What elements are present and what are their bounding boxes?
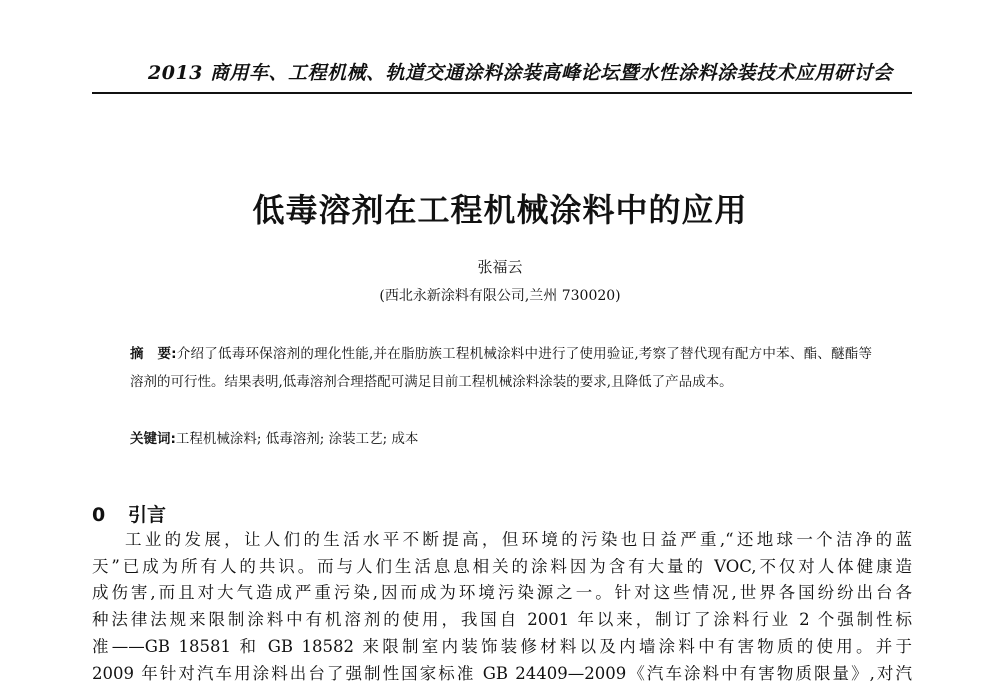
section-heading (92, 500, 166, 527)
abstract (130, 340, 872, 396)
paper-title: 低毒溶剂在工程机械涂料中的应用 (252, 191, 748, 229)
keywords-label: 关键词: (130, 431, 176, 447)
abstract-label: 摘 要: (130, 346, 177, 362)
body-line: 准——GB 18581 和 GB 18582 来限制室内装饰装修材料以及内墙涂料中有害物质的使用。并于 (92, 636, 912, 656)
author-affiliation: (西北永新涂料有限公司,兰州 730020) (379, 288, 621, 304)
body-line: 2009 年针对汽车用涂料出台了强制性国家标准 GB 24409—2009《汽车涂料中有害物质限量》,对汽 (92, 663, 912, 683)
section-number: 0 (92, 504, 106, 526)
body-line: 工业的发展，让人们的生活水平不断提高，但环境的污染也日益严重,“还地球一个洁净的蓝 (125, 530, 912, 549)
keywords (130, 427, 872, 447)
header-rule (92, 92, 912, 94)
body-line: 成伤害,而且对大气造成严重污染,因而成为环境污染源之一。针对这些情况,世界各国纷纷出台各 (92, 583, 912, 603)
author-name: 张福云 (477, 258, 523, 276)
body-line: 天”已成为所有人的共识。而与人们生活息息相关的涂料因为含有大量的 VOC,不仅对人体健康造 (92, 556, 912, 576)
abstract-text: 介绍了低毒环保溶剂的理化性能,并在脂肪族工程机械涂料中进行了使用验证,考察了替代现有配方中苯、酯、醚酯等溶剂的可行性。结果表明,低毒溶剂合理搭配可满足目前工程机械涂料涂装的要求,且降低了产品成本。 (130, 346, 872, 390)
section-title: 引言 (128, 504, 167, 526)
running-header: 2013 商用车、工程机械、轨道交通涂料涂装高峰论坛暨水性涂料涂装技术应用研讨会 (148, 62, 893, 84)
body-line: 种法律法规来限制涂料中有机溶剂的使用，我国自 2001 年以来，制订了涂料行业 2 个强制性标 (92, 610, 912, 630)
body-paragraph (92, 527, 912, 687)
keywords-text: 工程机械涂料; 低毒溶剂; 涂装工艺; 成本 (175, 431, 419, 447)
